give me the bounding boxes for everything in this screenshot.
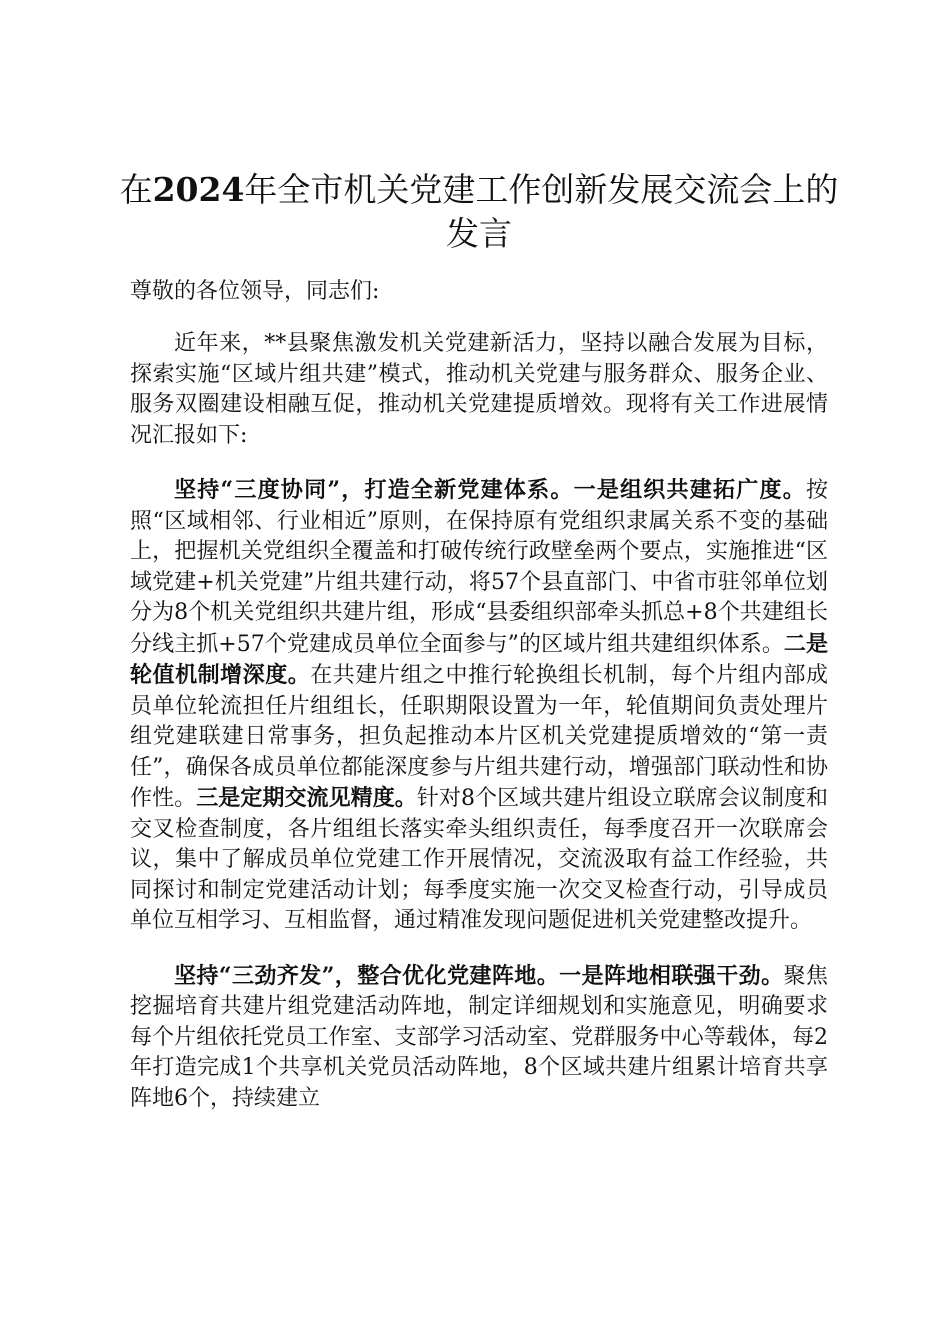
section1-point1-text: 按照“区域相邻、行业相近”原则，在保持原有党组织隶属关系不变的基础上，把握机关党组织全覆盖和打破传统行政壁垒两个要点，实施推进“区域党建+机关党建”片组共建行动，将57个县直部门、中省市驻邻单位划分为8个机关党组织共建片组，形成“县委组织部牵头抓总+8个共建组长分线主抓+57个党建成员单位全面参与”的区域片组共建组织体系。 — [130, 478, 828, 657]
title-prefix: 在 — [119, 170, 153, 209]
section2-paragraph — [130, 961, 828, 1115]
title-suffix: 年全市机关党建工作创新发展交流会上的发言 — [244, 170, 839, 253]
section1-heading: 坚持“三度协同”，打造全新党建体系。 — [174, 477, 574, 503]
title-year: 2024 — [152, 170, 245, 209]
document-title — [110, 168, 848, 256]
section1-point1-title: 一是组织共建拓广度。 — [573, 477, 806, 503]
section2-point1-text: 聚焦挖掘培育共建片组党建活动阵地，制定详细规划和实施意见，明确要求每个片组依托党员工作室、支部学习活动室、党群服务中心等载体，每2年打造完成1个共享机关党员活动阵地，8个区域共建片组累计培育共享阵地6个，持续建立 — [130, 963, 828, 1111]
section2-heading: 坚持“三劲齐发”，整合优化党建阵地。 — [174, 962, 560, 989]
salutation: 尊敬的各位领导，同志们: — [130, 279, 380, 304]
section1-point2-text: 在共建片组之中推行轮换组长机制，每个片组内部成员单位轮流担任片组组长，任职期限设置为一年，轮值期间负责处理片组党建联建日常事务，担负起推动本片区机关党建提质增效的“第一责任”，确保各成员单位都能深度参与片组共建行动，增强部门联动性和协作性。 — [130, 663, 828, 811]
section1-point3-text: 针对8个区域共建片组设立联席会议制度和交叉检查制度，各片组组长落实牵头组织责任，每季度召开一次联席会议，集中了解成员单位党建工作开展情况，交流汲取有益工作经验，共同探讨和制定党建活动计划；每季度实施一次交叉检查行动，引导成员单位互相学习、互相监督，通过精准发现问题促进机关党建整改提升。 — [130, 786, 828, 933]
section1-point3-title: 三是定期交流见精度。 — [196, 785, 417, 811]
section1-point2-title: 二是轮值机制增深度。 — [130, 630, 828, 688]
document-page — [119, 168, 839, 1138]
section2-point1-title: 一是阵地相联强干劲。 — [559, 962, 784, 989]
intro-paragraph: 近年来，**县聚焦激发机关党建新活力，坚持以融合发展为目标，探索实施“区域片组共建”模式，推动机关党建与服务群众、服务企业、服务双圈建设相融互促，推动机关党建提质增效。现将有关工作进展情况汇报如下: — [130, 331, 828, 448]
section1-paragraph — [130, 475, 828, 937]
